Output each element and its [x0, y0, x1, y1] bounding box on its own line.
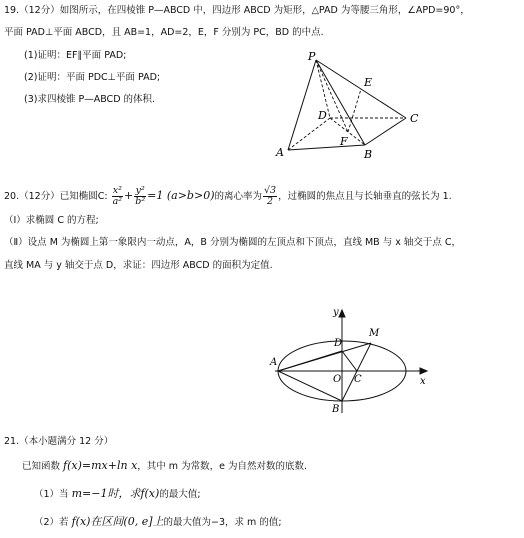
q21-item-2 — [34, 514, 282, 531]
q19-stem-line2: 平面 PAD⊥平面 ABCD，且 AB=1，AD=2，E，F 分别为 PC，BD 的中点. — [4, 27, 324, 38]
q20-stem-mid: 的离心率为 — [214, 191, 262, 202]
label-F: F — [340, 135, 348, 148]
q21-item2-prefix: （2）若 — [34, 517, 69, 528]
q21-function: f(x)=mx+ln x — [63, 459, 138, 472]
q19-item-1: (1)证明：EF∥平面 PAD; — [24, 50, 127, 61]
label-D: D — [318, 109, 327, 122]
label-P: P — [308, 50, 316, 63]
q20-ellipse-figure — [255, 305, 440, 420]
q21-stem-prefix: 已知函数 — [22, 461, 61, 472]
fraction-x2-a2 — [112, 186, 123, 207]
q20-item-1: （Ⅰ）求椭圆 C 的方程; — [4, 215, 99, 226]
ellipse-equation-rest: =1 (a>b>0) — [147, 189, 215, 202]
label-B: B — [364, 148, 373, 161]
label-D2: D — [334, 338, 343, 349]
q20-stem-suffix: ，过椭圆的焦点且与长轴垂直的弦长为 1. — [278, 191, 452, 202]
axis-label-x: x — [420, 376, 426, 387]
q21-stem-suffix: ，其中 m 为常数，e 为自然对数的底数. — [137, 461, 307, 472]
label-A2: A — [270, 357, 278, 368]
label-B2: B — [332, 404, 340, 415]
plus-sign: + — [124, 189, 134, 202]
frac-e-num: √3 — [264, 185, 277, 196]
q19-stem-line1: 19.（12分）如图所示，在四棱锥 P—ABCD 中，四边形 ABCD 为矩形，△PAD 为等腰三角形，∠APD=90°， — [4, 5, 470, 16]
frac-x-num: x² — [112, 185, 122, 196]
q20-stem-line1 — [4, 183, 452, 210]
q21-item2-suffix: 的最大值为−3，求 m 的值; — [163, 517, 282, 528]
frac-y-num: y² — [135, 185, 145, 196]
q20-item-2: （Ⅱ）设点 M 为椭圆上第一象限内一动点，A，B 分别为椭圆的左顶点和下顶点，直线 MB 与 x 轴交于点 C， — [4, 237, 462, 248]
frac-x-den: a² — [112, 196, 123, 207]
q21-title: 21.（本小题满分 12 分） — [4, 436, 114, 447]
q20-item-2-cont: 直线 MA 与 y 轴交于点 D，求证：四边形 ABCD 的面积为定值. — [4, 260, 273, 271]
label-M: M — [369, 328, 380, 339]
q21-item1-suffix: 的最大值; — [159, 489, 201, 500]
q21-item-1 — [34, 486, 201, 503]
frac-e-den: 2 — [267, 196, 274, 207]
label-C: C — [410, 112, 419, 125]
q21-stem — [22, 458, 307, 475]
label-O: O — [333, 374, 342, 385]
frac-y-den: b² — [135, 196, 146, 207]
q19-item-2: (2)证明：平面 PDC⊥平面 PAD; — [24, 72, 161, 83]
q19-pyramid-figure — [270, 48, 430, 163]
q20-stem-prefix: 20.（12分）已知椭圆C: — [4, 191, 108, 202]
label-C2: C — [354, 374, 362, 385]
q21-item2-math: f(x)在区间(0, e]上 — [71, 515, 164, 528]
axis-label-y: y — [333, 307, 339, 318]
fraction-y2-b2 — [134, 186, 146, 207]
q21-item1-math: m=−1时，求f(x) — [71, 487, 160, 500]
q21-item1-prefix: （1）当 — [34, 489, 69, 500]
label-E: E — [364, 76, 373, 89]
fraction-eccentricity — [263, 186, 277, 207]
q19-item-3: (3)求四棱锥 P—ABCD 的体积. — [24, 94, 156, 105]
label-A: A — [276, 146, 284, 159]
